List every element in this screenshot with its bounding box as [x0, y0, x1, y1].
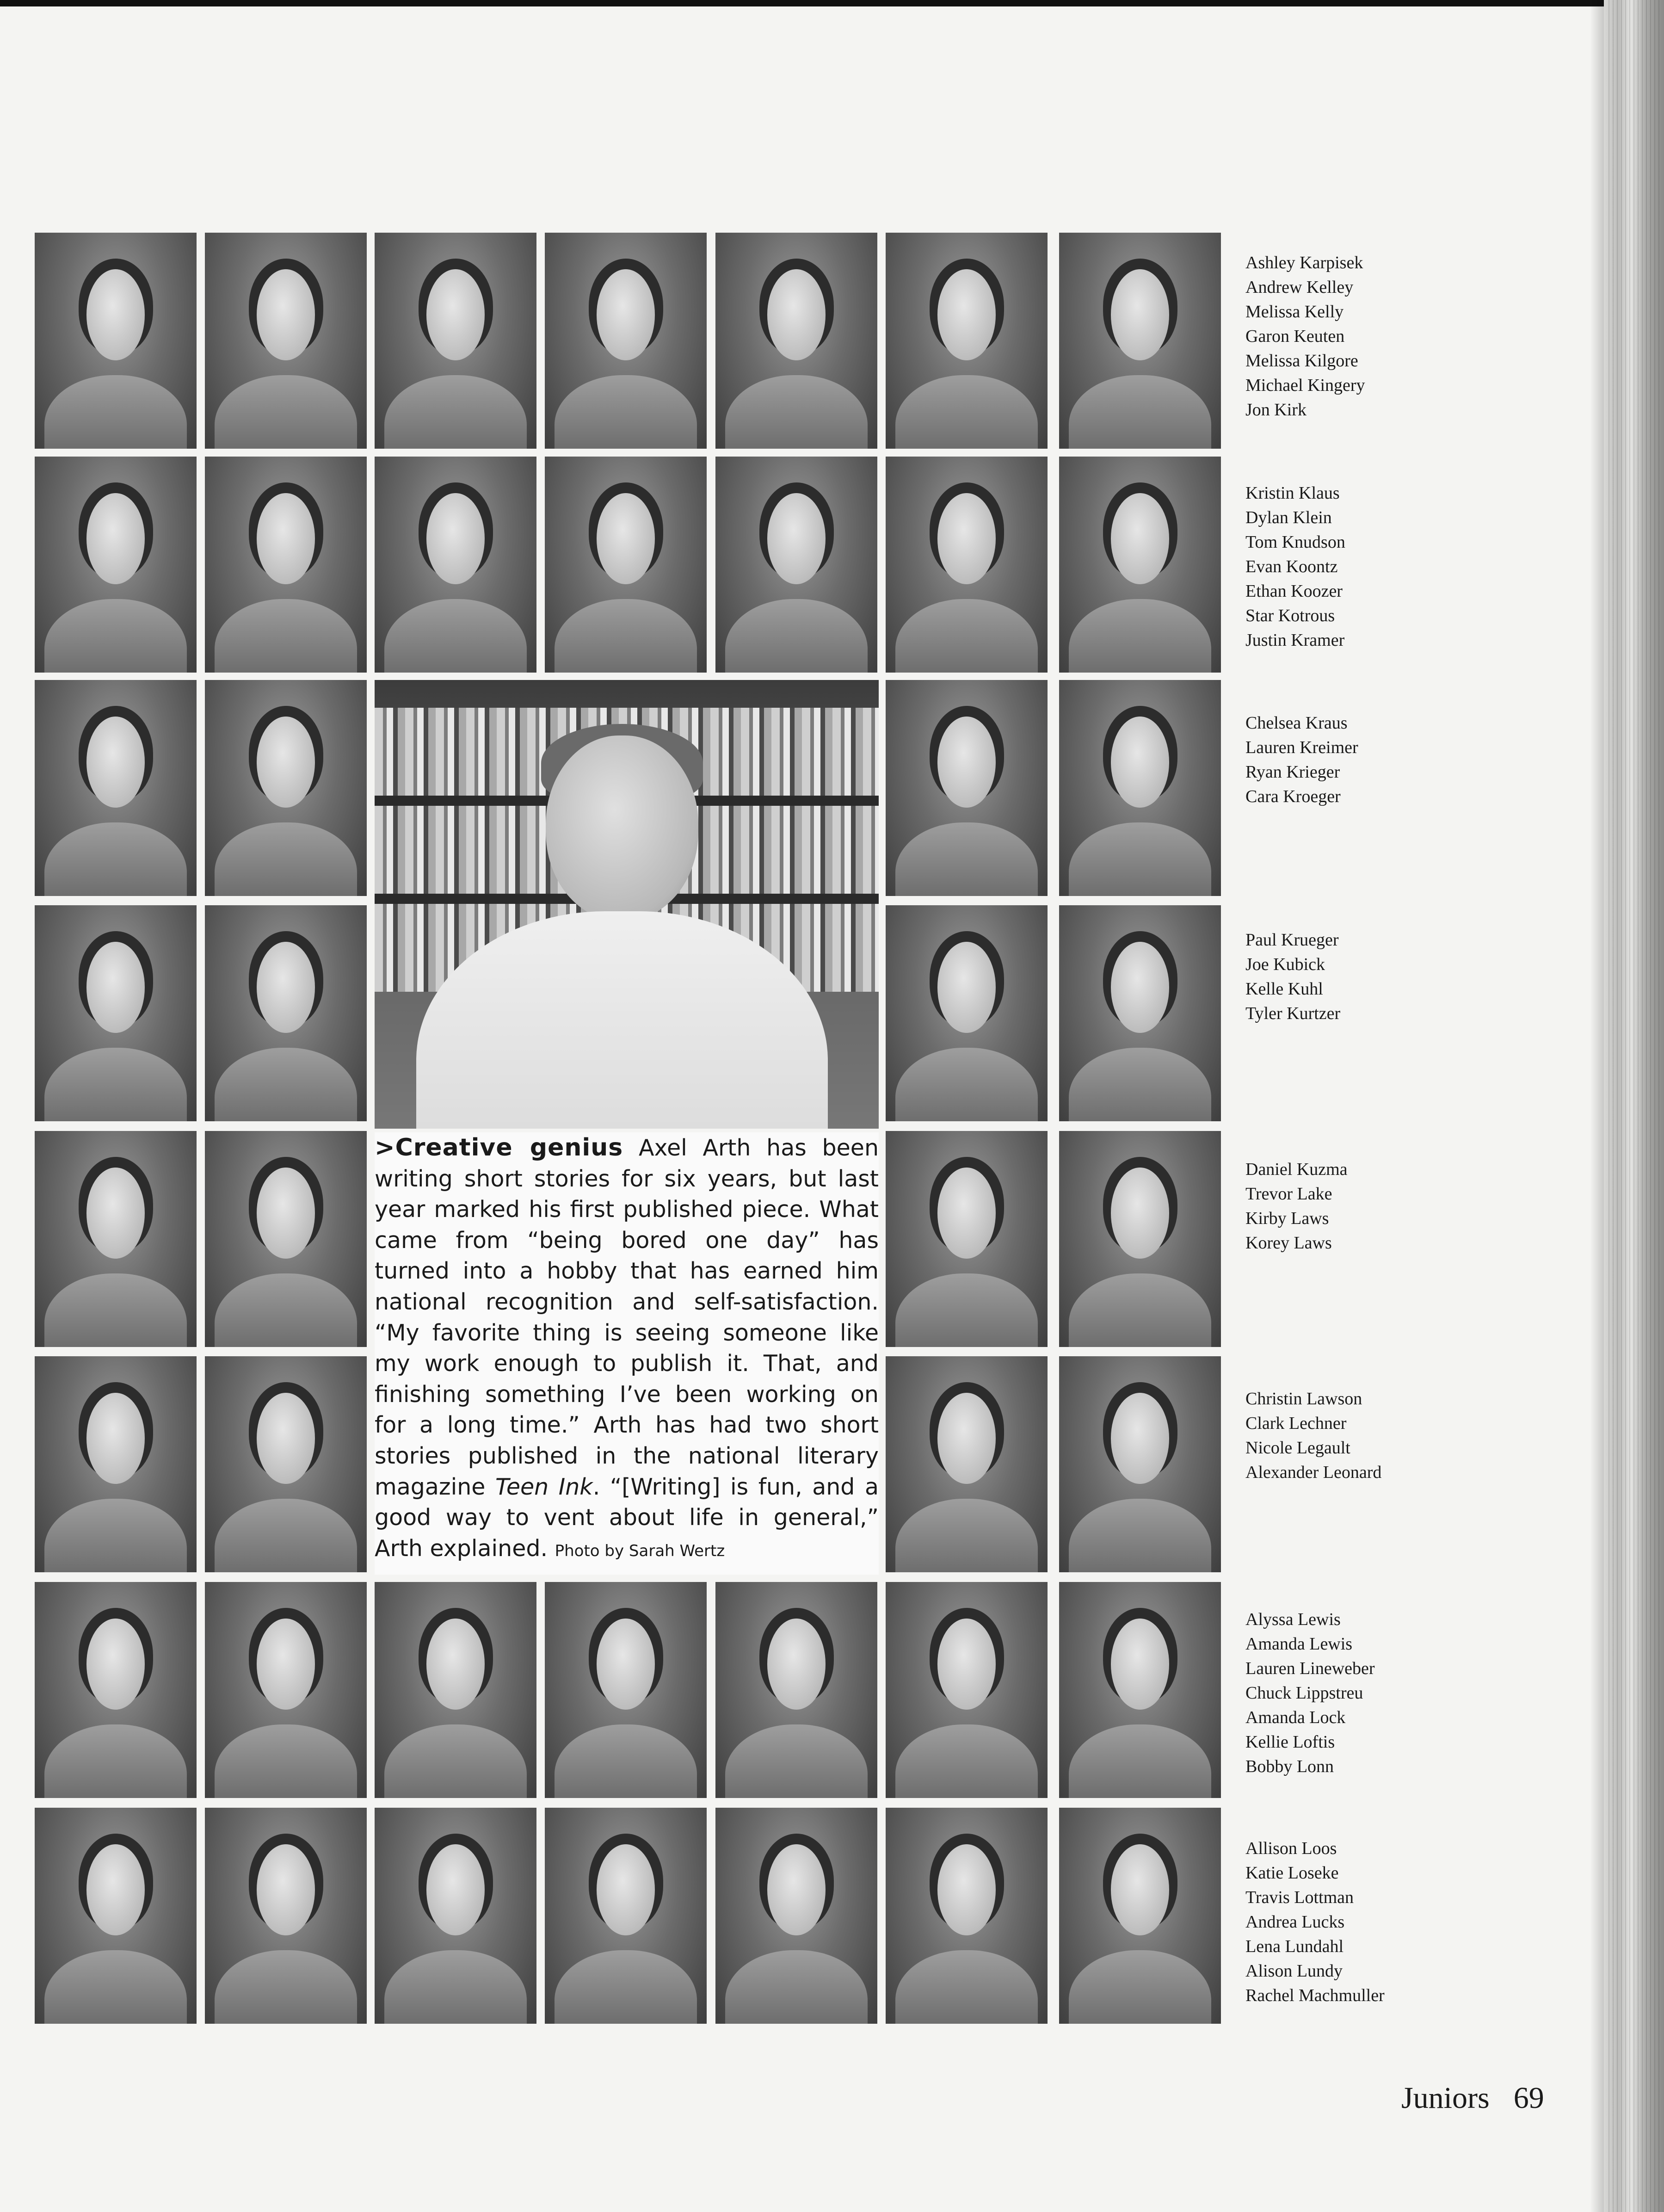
- student-portrait: [35, 457, 197, 673]
- magazine-title: Teen Ink: [495, 1473, 593, 1500]
- portrait-face: [1111, 1168, 1169, 1258]
- portrait-face: [426, 269, 485, 360]
- student-portrait: [1059, 1808, 1221, 2024]
- student-portrait: [205, 1356, 367, 1572]
- portrait-face: [767, 269, 826, 360]
- portrait-body: [555, 1950, 697, 2024]
- portrait-body: [215, 1950, 357, 2024]
- portrait-face: [1111, 1393, 1169, 1483]
- student-portrait: [886, 680, 1048, 896]
- portrait-body: [384, 375, 527, 449]
- student-portrait: [35, 1808, 197, 2024]
- section-name: Juniors: [1401, 2081, 1490, 2115]
- student-portrait: [35, 680, 197, 896]
- student-name: Joe Kubick: [1245, 955, 1325, 974]
- portrait-face: [426, 1619, 485, 1709]
- portrait-body: [555, 599, 697, 673]
- student-name: Tom Knudson: [1245, 532, 1345, 552]
- portrait-face: [86, 1619, 145, 1709]
- portrait-face: [86, 1844, 145, 1935]
- student-portrait: [886, 905, 1048, 1121]
- student-name: Justin Kramer: [1245, 630, 1345, 650]
- portrait-face: [1111, 1844, 1169, 1935]
- portrait-body: [44, 1724, 187, 1798]
- student-name: Katie Loseke: [1245, 1863, 1339, 1883]
- portrait-body: [44, 1950, 187, 2024]
- portrait-face: [767, 1619, 826, 1709]
- row-name-list: [1245, 481, 1345, 653]
- student-name: Alyssa Lewis: [1245, 1610, 1341, 1629]
- student-name: Jon Kirk: [1245, 400, 1307, 420]
- student-name: Lauren Lineweber: [1245, 1659, 1375, 1678]
- caption-text: Axel Arth has been writing short stories for six years, but last year marked his first published piece. What came from “being bored one day” has turned into a hobby that has earned him national recognition and self-satisfaction. “My favorite thing is seeing someone like my work enough to publish it. That, and finishing something I’ve been working on for a long time.” Arth has had two short stories published in the national literary magazine: [375, 1135, 879, 1500]
- portrait-face: [937, 942, 996, 1032]
- student-portrait: [1059, 905, 1221, 1121]
- student-name: Melissa Kelly: [1245, 302, 1344, 321]
- portrait-body: [555, 1724, 697, 1798]
- student-name: Alexander Leonard: [1245, 1463, 1382, 1482]
- portrait-body: [44, 822, 187, 896]
- student-name: Michael Kingery: [1245, 376, 1365, 395]
- row-name-list: [1245, 711, 1358, 809]
- portrait-face: [937, 1393, 996, 1483]
- student-name: Chuck Lippstreu: [1245, 1683, 1363, 1703]
- portrait-body: [44, 1273, 187, 1347]
- portrait-body: [895, 1048, 1038, 1121]
- student-portrait: [1059, 457, 1221, 673]
- student-portrait: [886, 1808, 1048, 2024]
- portrait-body: [44, 375, 187, 449]
- portrait-body: [725, 599, 868, 673]
- portrait-body: [215, 1724, 357, 1798]
- student-portrait: [375, 233, 536, 449]
- portrait-face: [937, 493, 996, 584]
- portrait-body: [1069, 1950, 1211, 2024]
- portrait-face: [1111, 493, 1169, 584]
- portrait-face: [937, 1168, 996, 1258]
- student-name: Dylan Klein: [1245, 508, 1332, 527]
- portrait-body: [1069, 599, 1211, 673]
- portrait-body: [44, 599, 187, 673]
- student-portrait: [35, 1131, 197, 1347]
- feature-caption: [375, 1132, 879, 1575]
- student-portrait: [375, 1808, 536, 2024]
- student-name: Kelle Kuhl: [1245, 979, 1323, 999]
- student-portrait: [886, 457, 1048, 673]
- portrait-face: [86, 1393, 145, 1483]
- portrait-body: [555, 375, 697, 449]
- portrait-body: [1069, 1273, 1211, 1347]
- student-name: Amanda Lewis: [1245, 1634, 1353, 1654]
- portrait-body: [895, 1499, 1038, 1572]
- student-name: Ryan Krieger: [1245, 762, 1340, 782]
- row-name-list: [1245, 1387, 1381, 1485]
- portrait-body: [895, 1724, 1038, 1798]
- row-name-list: [1245, 1607, 1375, 1779]
- student-portrait: [1059, 680, 1221, 896]
- page-number: 69: [1513, 2081, 1544, 2115]
- student-portrait: [35, 233, 197, 449]
- portrait-body: [215, 599, 357, 673]
- student-name: Alison Lundy: [1245, 1961, 1343, 1981]
- portrait-body: [1069, 1724, 1211, 1798]
- student-name: Kristin Klaus: [1245, 483, 1340, 503]
- portrait-face: [257, 717, 315, 807]
- row-name-list: [1245, 1157, 1348, 1255]
- student-portrait: [715, 457, 877, 673]
- student-portrait: [545, 233, 707, 449]
- student-portrait: [886, 1131, 1048, 1347]
- portrait-body: [725, 1950, 868, 2024]
- student-portrait: [715, 1808, 877, 2024]
- student-portrait: [1059, 1131, 1221, 1347]
- feature-photo: [375, 680, 879, 1129]
- student-portrait: [545, 457, 707, 673]
- student-name: Kirby Laws: [1245, 1209, 1329, 1228]
- portrait-face: [597, 1619, 655, 1709]
- student-name: Daniel Kuzma: [1245, 1160, 1348, 1179]
- student-portrait: [205, 1582, 367, 1798]
- portrait-face: [257, 942, 315, 1032]
- student-name: Tyler Kurtzer: [1245, 1004, 1341, 1023]
- student-portrait: [1059, 1582, 1221, 1798]
- portrait-face: [86, 1168, 145, 1258]
- portrait-face: [597, 269, 655, 360]
- portrait-body: [215, 1499, 357, 1572]
- scan-top-edge: [0, 0, 1664, 6]
- portrait-body: [1069, 822, 1211, 896]
- student-portrait: [205, 457, 367, 673]
- portrait-face: [937, 717, 996, 807]
- student-portrait: [35, 905, 197, 1121]
- portrait-face: [86, 493, 145, 584]
- portrait-body: [725, 1724, 868, 1798]
- page-edges: [1609, 0, 1659, 2212]
- student-name: Clark Lechner: [1245, 1414, 1347, 1433]
- portrait-body: [895, 375, 1038, 449]
- portrait-face: [597, 1844, 655, 1935]
- student-name: Chelsea Kraus: [1245, 713, 1348, 733]
- portrait-body: [725, 375, 868, 449]
- student-portrait: [1059, 233, 1221, 449]
- portrait-body: [1069, 1048, 1211, 1121]
- student-portrait: [205, 680, 367, 896]
- student-portrait: [1059, 1356, 1221, 1572]
- student-portrait: [545, 1808, 707, 2024]
- portrait-face: [257, 1619, 315, 1709]
- portrait-face: [257, 1844, 315, 1935]
- portrait-body: [215, 375, 357, 449]
- student-name: Cara Kroeger: [1245, 787, 1341, 806]
- student-portrait: [886, 1356, 1048, 1572]
- student-name: Ashley Karpisek: [1245, 253, 1363, 272]
- student-name: Andrea Lucks: [1245, 1912, 1345, 1932]
- student-name: Ethan Koozer: [1245, 581, 1343, 601]
- portrait-body: [895, 1273, 1038, 1347]
- student-name: Christin Lawson: [1245, 1389, 1362, 1409]
- portrait-face: [1111, 942, 1169, 1032]
- student-portrait: [35, 1356, 197, 1572]
- student-portrait: [205, 1808, 367, 2024]
- student-name: Lena Lundahl: [1245, 1937, 1344, 1956]
- student-name: Korey Laws: [1245, 1233, 1332, 1253]
- student-name: Nicole Legault: [1245, 1438, 1350, 1458]
- student-name: Melissa Kilgore: [1245, 351, 1358, 371]
- student-name: Garon Keuten: [1245, 327, 1345, 346]
- student-name: Kellie Loftis: [1245, 1732, 1335, 1752]
- portrait-face: [767, 493, 826, 584]
- row-name-list: [1245, 1836, 1385, 2008]
- portrait-body: [384, 1724, 527, 1798]
- portrait-face: [86, 717, 145, 807]
- student-portrait: [715, 1582, 877, 1798]
- caption-text-end: . “[Writing] is fun, and a good way to vent about life in general,” Arth explained.: [375, 1473, 879, 1562]
- student-name: Travis Lottman: [1245, 1888, 1354, 1907]
- portrait-face: [937, 269, 996, 360]
- portrait-body: [895, 822, 1038, 896]
- student-name: Andrew Kelley: [1245, 278, 1354, 297]
- portrait-face: [1111, 717, 1169, 807]
- folio: [1401, 2081, 1568, 2116]
- student-name: Amanda Lock: [1245, 1708, 1346, 1727]
- portrait-face: [257, 269, 315, 360]
- portrait-face: [426, 493, 485, 584]
- student-portrait: [205, 1131, 367, 1347]
- portrait-body: [384, 599, 527, 673]
- student-portrait: [886, 1582, 1048, 1798]
- student-name: Rachel Machmuller: [1245, 1986, 1385, 2005]
- portrait-body: [895, 1950, 1038, 2024]
- student-name: Trevor Lake: [1245, 1184, 1332, 1204]
- portrait-face: [1111, 269, 1169, 360]
- photo-credit: Photo by Sarah Wertz: [555, 1541, 725, 1560]
- caption-heading: >Creative genius: [375, 1134, 623, 1162]
- portrait-body: [215, 1048, 357, 1121]
- portrait-face: [937, 1619, 996, 1709]
- student-portrait: [375, 1582, 536, 1798]
- student-name: Paul Krueger: [1245, 930, 1339, 950]
- portrait-body: [384, 1950, 527, 2024]
- student-portrait: [205, 905, 367, 1121]
- portrait-face: [597, 493, 655, 584]
- portrait-body: [215, 822, 357, 896]
- portrait-face: [257, 1168, 315, 1258]
- student-portrait: [205, 233, 367, 449]
- student-name: Lauren Kreimer: [1245, 738, 1358, 757]
- row-name-list: [1245, 928, 1340, 1026]
- student-portrait: [715, 233, 877, 449]
- portrait-face: [257, 1393, 315, 1483]
- binding-shadow: [1590, 0, 1604, 2212]
- student-name: Bobby Lonn: [1245, 1757, 1334, 1776]
- portrait-body: [895, 599, 1038, 673]
- portrait-face: [767, 1844, 826, 1935]
- student-name: Star Kotrous: [1245, 606, 1335, 625]
- portrait-face: [86, 942, 145, 1032]
- portrait-face: [1111, 1619, 1169, 1709]
- student-name: Allison Loos: [1245, 1839, 1337, 1858]
- portrait-body: [1069, 1499, 1211, 1572]
- student-name: Evan Koontz: [1245, 557, 1338, 576]
- portrait-body: [1069, 375, 1211, 449]
- portrait-face: [426, 1844, 485, 1935]
- subject-face: [546, 735, 698, 921]
- student-portrait: [886, 233, 1048, 449]
- portrait-face: [257, 493, 315, 584]
- portrait-body: [215, 1273, 357, 1347]
- portrait-face: [937, 1844, 996, 1935]
- portrait-body: [44, 1499, 187, 1572]
- student-portrait: [375, 457, 536, 673]
- row-name-list: [1245, 251, 1365, 422]
- student-portrait: [35, 1582, 197, 1798]
- portrait-body: [44, 1048, 187, 1121]
- student-portrait: [545, 1582, 707, 1798]
- portrait-face: [86, 269, 145, 360]
